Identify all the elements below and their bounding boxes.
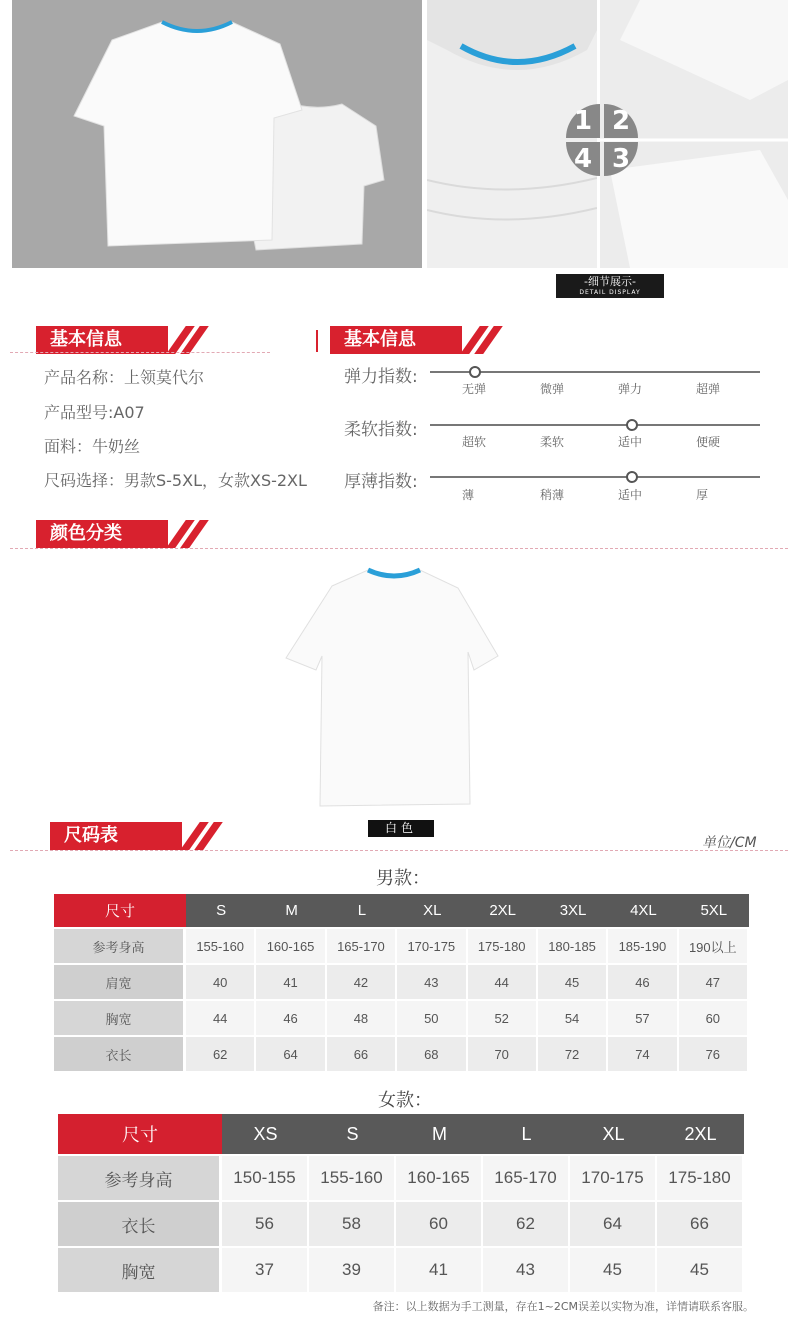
table-cell: 190以上 <box>679 929 749 965</box>
table-header-cell: L <box>483 1114 570 1156</box>
softness-label: 柔软指数: <box>344 420 418 440</box>
table-row <box>58 1202 744 1248</box>
softness-marker <box>626 419 638 431</box>
table-header-cell: XL <box>570 1114 657 1156</box>
table-cell: 62 <box>483 1202 570 1248</box>
table-cell: 48 <box>327 1001 397 1037</box>
row-label: 衣长 <box>54 1037 186 1073</box>
table-cell: 180-185 <box>538 929 608 965</box>
thickness-option: 适中 <box>618 488 643 502</box>
heading-marker <box>316 330 318 352</box>
detail-display-label <box>556 274 664 298</box>
thickness-option: 薄 <box>462 488 475 502</box>
table-cell: 175-180 <box>657 1156 744 1202</box>
table-cell: 74 <box>608 1037 678 1073</box>
table-cell: 52 <box>468 1001 538 1037</box>
table-cell: 155-160 <box>186 929 256 965</box>
table-cell: 170-175 <box>397 929 467 965</box>
table-cell: 76 <box>679 1037 749 1073</box>
table-cell: 56 <box>222 1202 309 1248</box>
table-cell: 170-175 <box>570 1156 657 1202</box>
row-label: 胸宽 <box>58 1248 222 1294</box>
row-label: 参考身高 <box>58 1156 222 1202</box>
color-heading-text: 颜色分类 <box>36 520 168 548</box>
table-row <box>54 965 749 1001</box>
color-heading <box>36 520 206 548</box>
detail-number-1: 1 <box>566 104 600 138</box>
table-cell: 39 <box>309 1248 396 1294</box>
table-cell: 54 <box>538 1001 608 1037</box>
thickness-option: 厚 <box>696 488 709 502</box>
table-cell: 68 <box>397 1037 467 1073</box>
color-option-white[interactable]: 白色 <box>368 820 434 837</box>
table-cell: 37 <box>222 1248 309 1294</box>
elasticity-label: 弹力指数: <box>344 367 418 387</box>
table-cell: 41 <box>396 1248 483 1294</box>
indices-heading-text: 基本信息 <box>330 326 462 354</box>
table-header-cell: L <box>327 894 397 929</box>
table-header-cell: 2XL <box>468 894 538 929</box>
softness-scale <box>430 424 760 426</box>
table-cell: 60 <box>396 1202 483 1248</box>
table-header-cell: M <box>256 894 326 929</box>
softness-option: 适中 <box>618 435 643 449</box>
row-label: 胸宽 <box>54 1001 186 1037</box>
tshirt-front-back-image <box>12 0 422 268</box>
table-cell: 165-170 <box>483 1156 570 1202</box>
thickness-option: 稍薄 <box>540 488 565 502</box>
softness-option: 便硬 <box>696 435 721 449</box>
table-cell: 45 <box>570 1248 657 1294</box>
table-header-cell: 3XL <box>538 894 608 929</box>
product-name-row: 产品名称：上领莫代尔 <box>44 368 205 387</box>
indices-heading <box>330 326 500 354</box>
size-chart-heading <box>50 822 220 850</box>
table-cell: 57 <box>608 1001 678 1037</box>
women-size-table <box>58 1114 744 1294</box>
elasticity-marker <box>469 366 481 378</box>
elasticity-option: 微弹 <box>540 382 565 396</box>
unit-label: 单位/CM <box>702 835 757 851</box>
table-cell: 72 <box>538 1037 608 1073</box>
divider-line <box>10 548 788 549</box>
row-label: 参考身高 <box>54 929 186 965</box>
product-model-row: 产品型号:A07 <box>44 403 145 422</box>
table-cell: 165-170 <box>327 929 397 965</box>
table-cell: 44 <box>186 1001 256 1037</box>
table-row <box>54 1037 749 1073</box>
fabric-row: 面料：牛奶丝 <box>44 437 141 456</box>
detail-number-3: 3 <box>604 142 638 176</box>
row-label: 衣长 <box>58 1202 222 1248</box>
table-cell: 160-165 <box>396 1156 483 1202</box>
table-cell: 70 <box>468 1037 538 1073</box>
table-row <box>54 1001 749 1037</box>
detail-number-badge <box>566 104 638 176</box>
table-cell: 64 <box>256 1037 326 1073</box>
table-cell: 41 <box>256 965 326 1001</box>
table-cell: 155-160 <box>309 1156 396 1202</box>
table-cell: 175-180 <box>468 929 538 965</box>
table-header-cell: 5XL <box>679 894 749 929</box>
table-row <box>54 929 749 965</box>
table-header-cell: M <box>396 1114 483 1156</box>
softness-option: 柔软 <box>540 435 565 449</box>
table-cell: 66 <box>657 1202 744 1248</box>
table-cell: 45 <box>538 965 608 1001</box>
thickness-scale <box>430 476 760 478</box>
table-header-cell: 尺寸 <box>54 894 186 929</box>
divider-line <box>10 352 270 353</box>
table-cell: 44 <box>468 965 538 1001</box>
table-header-cell: 2XL <box>657 1114 744 1156</box>
table-cell: 160-165 <box>256 929 326 965</box>
table-cell: 46 <box>608 965 678 1001</box>
size-note: 备注：以上数据为手工测量，存在1~2CM误差以实物为准，详情请联系客服。 <box>372 1300 754 1313</box>
detail-label-en: DETAIL DISPLAY <box>579 289 641 296</box>
table-header-cell: 尺寸 <box>58 1114 222 1156</box>
table-cell: 43 <box>397 965 467 1001</box>
table-cell: 150-155 <box>222 1156 309 1202</box>
basic-info-heading-text: 基本信息 <box>36 326 168 354</box>
table-cell: 43 <box>483 1248 570 1294</box>
color-white-tshirt-image <box>272 558 518 814</box>
product-photo-main <box>12 0 422 268</box>
table-cell: 58 <box>309 1202 396 1248</box>
table-row <box>58 1248 744 1294</box>
table-cell: 42 <box>327 965 397 1001</box>
thickness-marker <box>626 471 638 483</box>
table-header-cell: S <box>186 894 256 929</box>
divider-line <box>10 850 788 851</box>
elasticity-option: 弹力 <box>618 382 643 396</box>
table-header-cell: XL <box>397 894 467 929</box>
table-row <box>58 1156 744 1202</box>
detail-label-cn: -细节展示- <box>584 275 636 288</box>
table-cell: 64 <box>570 1202 657 1248</box>
table-cell: 45 <box>657 1248 744 1294</box>
table-header-row <box>54 894 749 929</box>
detail-number-4: 4 <box>566 142 600 176</box>
detail-number-2: 2 <box>604 104 638 138</box>
size-selection-row: 尺码选择：男款S-5XL，女款XS-2XL <box>44 471 307 490</box>
women-title: 女款： <box>378 1090 432 1111</box>
men-title: 男款： <box>376 868 430 889</box>
size-chart-heading-text: 尺码表 <box>50 822 182 850</box>
table-header-cell: S <box>309 1114 396 1156</box>
basic-info-heading <box>36 326 206 354</box>
table-cell: 66 <box>327 1037 397 1073</box>
table-header-row <box>58 1114 744 1156</box>
table-header-cell: 4XL <box>608 894 678 929</box>
table-cell: 40 <box>186 965 256 1001</box>
row-label: 肩宽 <box>54 965 186 1001</box>
men-size-table <box>54 894 749 1073</box>
table-cell: 62 <box>186 1037 256 1073</box>
table-cell: 50 <box>397 1001 467 1037</box>
table-header-cell: XS <box>222 1114 309 1156</box>
table-cell: 46 <box>256 1001 326 1037</box>
thickness-label: 厚薄指数: <box>344 472 418 492</box>
table-cell: 47 <box>679 965 749 1001</box>
table-cell: 185-190 <box>608 929 678 965</box>
elasticity-option: 无弹 <box>462 382 487 396</box>
table-cell: 60 <box>679 1001 749 1037</box>
elasticity-option: 超弹 <box>696 382 721 396</box>
softness-option: 超软 <box>462 435 487 449</box>
